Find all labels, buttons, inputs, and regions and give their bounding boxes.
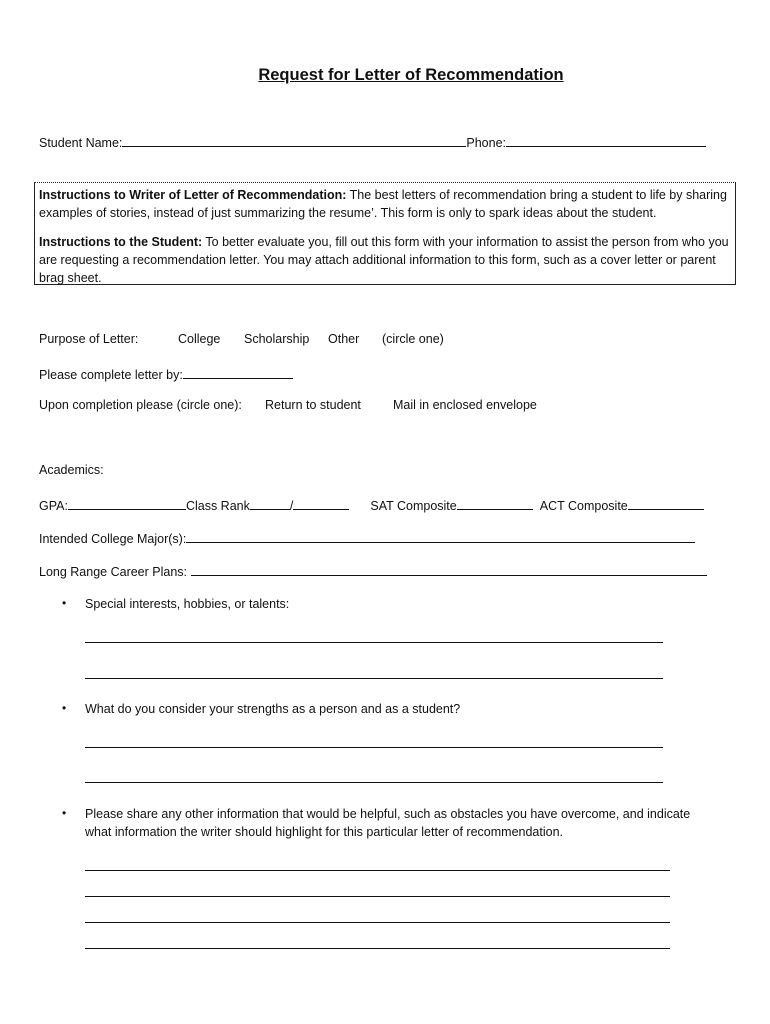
completion-option-return[interactable]: Return to student — [265, 398, 361, 412]
question-3-answer-line-2[interactable] — [85, 896, 670, 897]
writer-instructions-text: The best letters of recommendation bring a student to life by sharing examples of stories, instead of just summarizing the resume’. This form is only to spark ideas about the student. — [39, 188, 727, 220]
sat-label: SAT Composite — [370, 499, 457, 513]
class-rank-label: Class Rank — [185, 499, 250, 513]
writer-instructions — [39, 186, 731, 222]
question-3-answer-line-1[interactable] — [85, 870, 670, 871]
purpose-note: (circle one) — [382, 332, 444, 346]
gpa-label: GPA: — [39, 499, 68, 513]
academics-heading: Academics: — [39, 463, 104, 477]
academics-scores-row — [39, 496, 704, 513]
sat-field[interactable] — [457, 496, 533, 510]
question-1-bullet: • — [62, 596, 67, 610]
purpose-option-scholarship[interactable]: Scholarship — [244, 332, 310, 346]
student-name-row — [39, 133, 706, 150]
question-2-text: What do you consider your strengths as a person and as a student? — [85, 702, 461, 716]
career-field[interactable] — [191, 562, 707, 576]
complete-by-field[interactable] — [183, 365, 293, 379]
question-3-text: Please share any other information that would be helpful, such as obstacles you have overcome, and indicate what information the writer should highlight for this particular letter of recommendation. — [85, 807, 691, 839]
phone-field[interactable] — [506, 133, 706, 147]
question-2-answer-line-1[interactable] — [85, 747, 663, 748]
major-row — [39, 529, 695, 546]
instructions-box — [34, 182, 736, 285]
student-name-label: Student Name: — [39, 136, 123, 150]
class-rank-field[interactable] — [250, 496, 290, 510]
form-title: Request for Letter of Recommendation — [258, 66, 564, 84]
writer-instructions-heading: Instructions to Writer of Letter of Recommendation: — [39, 188, 347, 202]
question-3-bullet: • — [62, 806, 67, 820]
class-rank-slash: / — [289, 499, 294, 513]
act-label: ACT Composite — [539, 499, 628, 513]
purpose-option-college[interactable]: College — [178, 332, 221, 346]
major-label: Intended College Major(s): — [39, 532, 187, 546]
question-2-answer-line-2[interactable] — [85, 782, 663, 783]
career-label: Long Range Career Plans: — [39, 565, 188, 579]
completion-label: Upon completion please (circle one): — [39, 398, 242, 412]
completion-option-mail[interactable]: Mail in enclosed envelope — [393, 398, 537, 412]
career-row — [39, 562, 707, 579]
gpa-field[interactable] — [68, 496, 186, 510]
purpose-option-other[interactable]: Other — [328, 332, 360, 346]
question-3-answer-line-4[interactable] — [85, 948, 670, 949]
student-instructions-heading: Instructions to the Student: — [39, 235, 203, 249]
act-field[interactable] — [628, 496, 704, 510]
class-size-field[interactable] — [293, 496, 349, 510]
question-1-answer-line-2[interactable] — [85, 678, 663, 679]
question-2-bullet: • — [62, 701, 67, 715]
phone-label: Phone: — [466, 136, 507, 150]
student-instructions-text: To better evaluate you, fill out this form with your information to assist the person from who you are requesting a recommendation letter. You may attach additional information to this form, such as a cover letter or parent brag sheet. — [39, 235, 729, 285]
question-1-text: Special interests, hobbies, or talents: — [85, 597, 290, 611]
question-3-answer-line-3[interactable] — [85, 922, 670, 923]
complete-by-label: Please complete letter by: — [39, 368, 183, 382]
major-field[interactable] — [186, 529, 695, 543]
complete-by-row — [39, 365, 293, 382]
question-1-answer-line-1[interactable] — [85, 642, 663, 643]
purpose-label: Purpose of Letter: — [39, 332, 139, 346]
student-name-field[interactable] — [122, 133, 466, 147]
student-instructions — [39, 233, 731, 287]
